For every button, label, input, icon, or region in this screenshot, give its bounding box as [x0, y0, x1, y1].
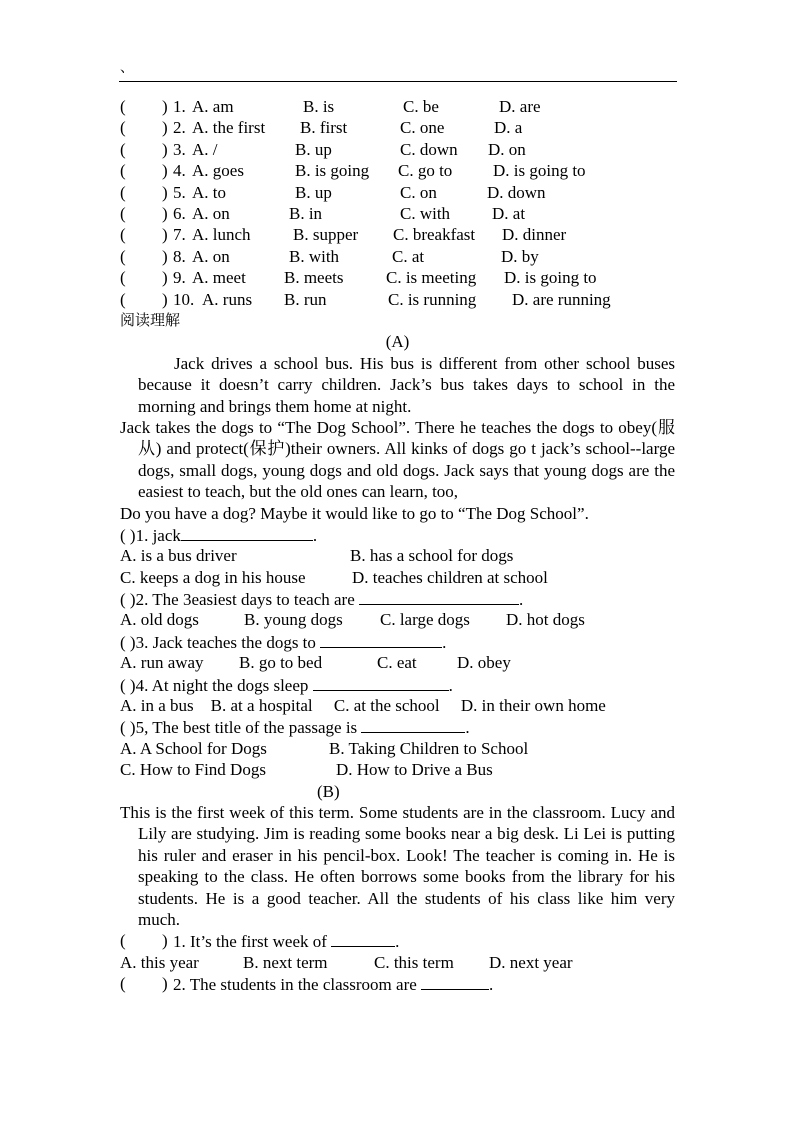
answer-blank[interactable]	[181, 524, 313, 541]
option-c[interactable]: C. on	[400, 182, 437, 202]
option-b[interactable]: B. up	[295, 182, 332, 202]
passage-a-q5-options-row-2	[120, 759, 675, 780]
answer-paren-open[interactable]: (	[120, 203, 126, 223]
cloze-question-6	[120, 203, 675, 224]
cloze-question-7	[120, 224, 675, 245]
answer-blank[interactable]	[361, 716, 465, 733]
option-c[interactable]: C. eat	[377, 653, 417, 673]
option-c[interactable]: C. at	[392, 246, 425, 266]
option-b[interactable]: B. supper	[293, 225, 359, 245]
passage-a-question-3: ( )3. Jack teaches the dogs to .	[120, 632, 447, 652]
passage-a-q5-options-row-1	[120, 738, 675, 759]
option-a[interactable]: A. am	[192, 97, 234, 116]
option-c[interactable]: C. keeps a dog in his house	[120, 567, 306, 587]
option-b[interactable]: B. Taking Children to School	[329, 738, 529, 758]
option-d[interactable]: D. is going to	[504, 268, 597, 288]
answer-paren-open[interactable]: (	[120, 139, 126, 159]
question-number: 1.	[173, 97, 186, 116]
question-number: 5.	[173, 182, 186, 202]
passage-a-q1-options-row-1	[120, 545, 675, 566]
passage-a-paragraph-2: Jack takes the dogs to “The Dog School”. There he teaches the dogs to obey(服从) and protect(保护)their owners. All kinks of dogs go t jack’s school--large dogs, small dogs, young dogs and old dogs. Jack says that young dogs are the easiest to teach, but the old ones can learn, too,	[120, 417, 675, 502]
question-number: 6.	[173, 203, 186, 223]
question-stem: 1. It’s the first week of	[173, 932, 327, 952]
option-a[interactable]: A. runs	[202, 289, 253, 309]
passage-a-q3-options	[120, 652, 675, 673]
option-a[interactable]: A. goes	[192, 161, 244, 181]
passage-a-q2-options	[120, 609, 675, 630]
answer-paren-open[interactable]: (	[120, 246, 126, 266]
passage-a-paragraph-3: Do you have a dog? Maybe it would like to go to “The Dog School”.	[120, 503, 589, 523]
option-b[interactable]: B. has a school for dogs	[350, 546, 514, 566]
option-b[interactable]: B. meets	[284, 268, 344, 288]
answer-paren-close: )	[162, 118, 168, 138]
cloze-question-10	[120, 289, 675, 310]
option-d[interactable]: D. down	[487, 182, 546, 202]
question-stem: ( )2. The 3easiest days to teach are	[120, 590, 355, 610]
cloze-question-3	[120, 139, 675, 160]
passage-b-question-1: ( ) 1. It’s the first week of .	[120, 931, 400, 952]
passage-b-label-row	[120, 781, 675, 802]
option-a[interactable]: A. is a bus driver	[120, 546, 237, 566]
passage-b-paragraph: This is the first week of this term. Some students are in the classroom. Lucy and Lily are studying. Jim is reading some books near a big desk. Li Lei is putting his ruler and eraser in his pencil-box. Look! The teacher is coming in. He is speaking to the class. He often borrows some books from the library for his students. He is a good teacher. All the students of his class like him very much.	[120, 803, 675, 930]
question-number: 3.	[173, 139, 186, 159]
passage-a-question-2: ( )2. The 3easiest days to teach are .	[120, 590, 524, 610]
option-b[interactable]: B. up	[295, 139, 332, 159]
option-b[interactable]: B. go to bed	[239, 653, 323, 673]
option-c[interactable]: C. this term	[374, 952, 454, 972]
option-d[interactable]: D. How to Drive a Bus	[336, 760, 493, 780]
answer-paren-close: )	[162, 182, 168, 202]
answer-blank[interactable]	[313, 674, 449, 691]
question-number: 2.	[173, 118, 186, 138]
cloze-questions	[120, 96, 675, 310]
question-stem: ( )5, The best title of the passage is	[120, 718, 358, 738]
question-number: 10.	[173, 289, 195, 309]
cloze-question-9	[120, 267, 675, 288]
passage-b-q1-options	[120, 952, 675, 973]
option-d[interactable]: D. by	[501, 246, 539, 266]
passage-a-q1-options-row-2	[120, 567, 675, 588]
answer-paren-close: )	[162, 97, 168, 116]
answer-paren-close: )	[162, 203, 168, 223]
option-d[interactable]: D. dinner	[502, 225, 567, 245]
answer-paren-close: )	[162, 268, 168, 288]
option-c[interactable]: C. go to	[398, 161, 453, 181]
option-b[interactable]: B. is	[303, 97, 335, 116]
option-c[interactable]: C. is meeting	[386, 268, 477, 288]
answer-blank[interactable]	[421, 973, 489, 990]
passage-a-question-1: ( )1. jack .	[120, 525, 318, 545]
option-a[interactable]: A. old dogs	[120, 610, 199, 630]
answer-paren-close: )	[162, 161, 168, 181]
option-a[interactable]: A. meet	[192, 268, 246, 288]
section-title: 阅读理解	[120, 310, 181, 329]
answer-blank[interactable]	[331, 930, 395, 947]
option-d[interactable]: D. on	[488, 139, 526, 159]
option-b[interactable]: B. first	[300, 118, 348, 138]
answer-paren-close: )	[162, 289, 168, 309]
option-a[interactable]: A. on	[192, 246, 230, 266]
answer-paren-open[interactable]: (	[120, 225, 126, 245]
cloze-question-2	[120, 117, 675, 138]
passage-b-label: (B)	[317, 781, 340, 801]
header-rule	[119, 81, 677, 82]
passage-b-question-2: ( ) 2. The students in the classroom are .	[120, 974, 494, 995]
option-c[interactable]: C. large dogs	[380, 610, 470, 630]
option-a[interactable]: A. the first	[192, 118, 266, 138]
option-d[interactable]: D. a	[494, 118, 523, 138]
option-d[interactable]: D. are running	[512, 289, 611, 309]
option-c[interactable]: C. How to Find Dogs	[120, 760, 266, 780]
option-d[interactable]: D. obey	[457, 653, 511, 673]
question-stem: ( )1. jack	[120, 525, 181, 545]
cloze-question-5	[120, 182, 675, 203]
answer-blank[interactable]	[320, 631, 442, 648]
answer-paren-open[interactable]: (	[120, 161, 126, 181]
answer-paren-open[interactable]: (	[120, 182, 126, 202]
option-c[interactable]: C. be	[403, 97, 439, 116]
answer-paren-close: )	[162, 225, 168, 245]
option-b[interactable]: B. next term	[243, 952, 328, 972]
question-number: 8.	[173, 246, 186, 266]
passage-a-label: (A)	[385, 332, 410, 352]
option-a[interactable]: A. /	[192, 139, 218, 159]
option-a[interactable]: A. this year	[120, 952, 199, 972]
question-number: 9.	[173, 268, 186, 288]
option-c[interactable]: C. down	[400, 139, 458, 159]
answer-paren-open[interactable]: (	[120, 268, 126, 288]
option-b[interactable]: B. young dogs	[244, 610, 343, 630]
option-b[interactable]: B. run	[284, 289, 327, 309]
cloze-question-4	[120, 160, 675, 181]
option-c[interactable]: C. with	[400, 203, 451, 223]
option-d[interactable]: D. teaches children at school	[352, 567, 548, 587]
answer-paren-open[interactable]: (	[120, 289, 126, 309]
option-a[interactable]: A. to	[192, 182, 226, 202]
option-a[interactable]: A. run away	[120, 653, 204, 673]
header-mark: 、	[120, 61, 134, 76]
passage-a-question-4: ( )4. At night the dogs sleep .	[120, 675, 453, 695]
option-a[interactable]: A. on	[192, 203, 230, 223]
option-a[interactable]: A. A School for Dogs	[120, 738, 267, 758]
cloze-question-1	[120, 96, 675, 117]
option-b[interactable]: B. is going	[295, 161, 370, 181]
option-d[interactable]: D. next year	[489, 952, 573, 972]
cloze-question-8	[120, 246, 675, 267]
option-b[interactable]: B. in	[289, 203, 323, 223]
option-c[interactable]: C. breakfast	[393, 225, 476, 245]
answer-paren-close: )	[162, 246, 168, 266]
question-stem: ( )4. At night the dogs sleep	[120, 675, 309, 695]
option-d[interactable]: D. hot dogs	[506, 610, 585, 630]
passage-a-q4-options: A. in a bus B. at a hospital C. at the school D. in their own home	[120, 696, 606, 716]
option-b[interactable]: B. with	[289, 246, 340, 266]
option-c[interactable]: C. is running	[388, 289, 477, 309]
passage-a-paragraph-1: Jack drives a school bus. His bus is different from other school buses because it doesn’t carry children. Jack’s bus takes days to school in the morning and brings them home at night.	[138, 353, 675, 416]
passage-a-question-5: ( )5, The best title of the passage is .	[120, 718, 470, 738]
question-number: 7.	[173, 225, 186, 245]
option-c[interactable]: C. one	[400, 118, 445, 138]
question-number: 4.	[173, 161, 186, 181]
answer-paren-close: )	[162, 139, 168, 159]
question-stem: 2. The students in the classroom are	[173, 975, 417, 995]
option-d[interactable]: D. are	[499, 97, 541, 116]
question-stem: ( )3. Jack teaches the dogs to	[120, 632, 316, 652]
answer-paren-open[interactable]: (	[120, 97, 126, 116]
answer-paren-open[interactable]: (	[120, 118, 126, 138]
option-d[interactable]: D. is going to	[493, 161, 586, 181]
option-a[interactable]: A. lunch	[192, 225, 251, 245]
worksheet-content	[120, 96, 675, 995]
answer-blank[interactable]	[359, 588, 519, 605]
option-d[interactable]: D. at	[492, 203, 526, 223]
